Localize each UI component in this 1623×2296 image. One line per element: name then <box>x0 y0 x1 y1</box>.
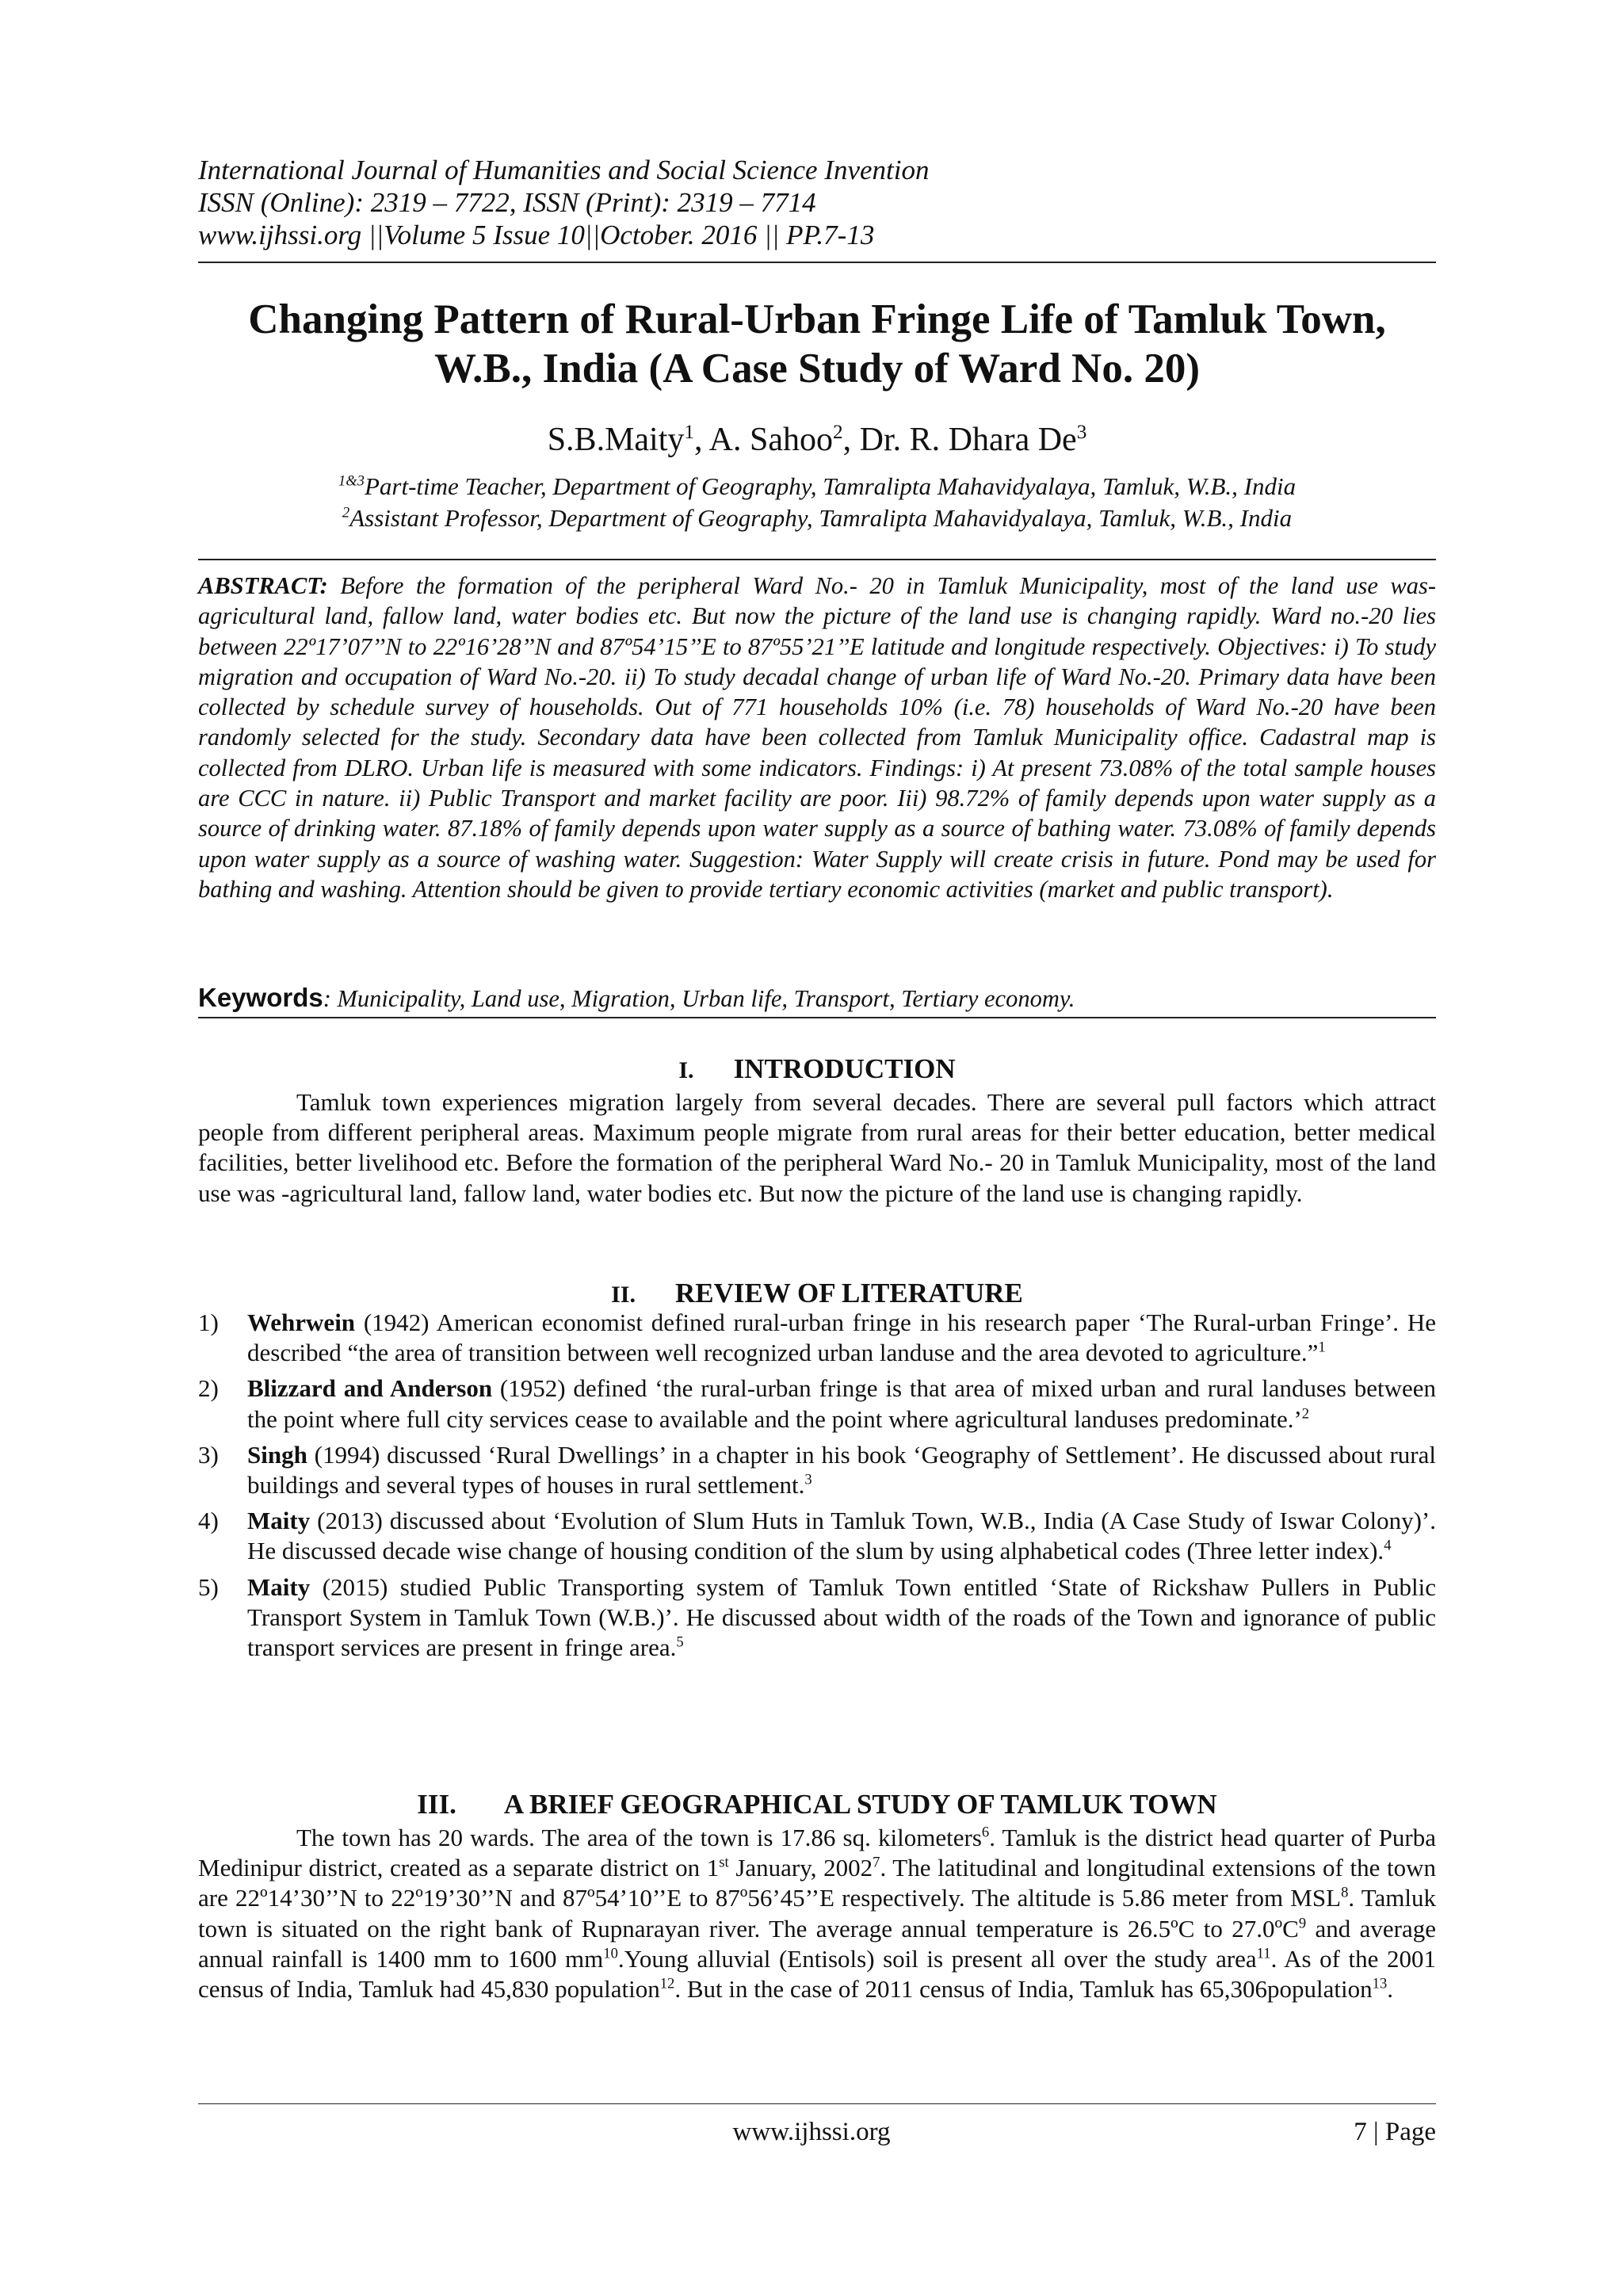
list-number: 1) <box>198 1308 219 1336</box>
keywords-colon: : <box>323 985 331 1012</box>
list-number: 4) <box>198 1507 219 1535</box>
paper-title <box>198 295 1436 393</box>
header-rule <box>198 262 1436 263</box>
geo-text: The town has 20 wards. The area of the town is 17.86 sq. kilometers <box>296 1824 982 1851</box>
journal-name: International Journal of Humanities and Social Science Invention <box>198 155 930 185</box>
affiliation-1 <box>198 472 1436 502</box>
citation-sup: 7 <box>873 1854 880 1871</box>
cited-author: Singh <box>247 1440 307 1469</box>
keywords-text: Municipality, Land use, Migration, Urban life, Transport, Tertiary economy. <box>330 985 1075 1012</box>
footer-rule <box>198 2103 1436 2104</box>
citation-sup: 13 <box>1372 1975 1388 1992</box>
list-text: (2013) discussed about ‘Evolution of Slum Huts in Tamluk Town, W.B., India (A Case Study of Iswar Colony)’. He discussed decade wise change of housing condition of the slum by using alphabetical codes (Three letter index). <box>247 1507 1436 1565</box>
section-heading-review <box>198 1277 1436 1312</box>
geo-text: . Tamluk town is situated on the right bank of Rupnarayan river. The average annual temperature is 26.5ºC to 27.0ºC <box>198 1884 1436 1943</box>
geo-text: .Young alluvial (Entisols) soil is present all over the study area <box>617 1944 1257 1973</box>
list-text: (1994) discussed ‘Rural Dwellings’ in a chapter in his book ‘Geography of Settlement’. He discussed about rural buildings and several types of houses in rural settlement. <box>247 1440 1436 1499</box>
list-item <box>198 1373 1436 1434</box>
title-line-1: Changing Pattern of Rural-Urban Fringe Life of Tamluk Town, <box>248 296 1386 342</box>
geo-text: . But in the case of 2011 census of India, Tamluk has 65,306population <box>674 1975 1373 2004</box>
citation-sup: 4 <box>1384 1538 1392 1555</box>
author-3: , Dr. R. Dhara De <box>842 422 1077 458</box>
list-number: 3) <box>198 1440 219 1469</box>
author-1: S.B.Maity <box>547 422 685 458</box>
geo-text: . Tamluk is the district head quarter of Purba Medinipur district, created as a separate district on 1 <box>198 1824 1436 1882</box>
affiliation-2 <box>198 503 1436 533</box>
geo-text: . <box>1387 1975 1393 2004</box>
geo-text: . As of the 2001 census of India, Tamluk had 45,830 population <box>198 1944 1436 2004</box>
section-number: I. <box>678 1057 694 1083</box>
citation-sup: 3 <box>804 1471 812 1488</box>
citation-sup: 8 <box>1341 1885 1349 1902</box>
abstract <box>198 571 1436 904</box>
keywords-label: Keywords <box>198 983 323 1012</box>
citation-sup: 5 <box>676 1633 684 1651</box>
citation-sup: 2 <box>1301 1405 1310 1423</box>
list-text: (1942) American economist defined rural-urban fringe in his research paper ‘The Rural-urban Fringe’. He described “the area of transition between well recognized urban landuse and the area devoted to agriculture.” <box>247 1308 1436 1367</box>
journal-issn: ISSN (Online): 2319 – 7722, ISSN (Print): 2319 – 7714 <box>198 187 816 218</box>
abstract-top-rule <box>198 559 1436 560</box>
geography-paragraph <box>198 1823 1436 2004</box>
abstract-text: Before the formation of the peripheral Ward No.- 20 in Tamluk Municipality, most of the land use was-agricultural land, fallow land, water bodies etc. But now the picture of the land use is changing rapidly. Ward no.-20 lies between 22º17’07’’N to 22º16’28’’N and 87º54’15’’E to 87º55’21’’E latitude and longitude respectively. Objectives: i) To study migration and occupation of Ward No.-20. ii) To study decadal change of urban life of Ward No.-20. Primary data have been collected by schedule survey of households. Out of 771 households 10% (i.e. 78) households of Ward No.-20 have been randomly selected for the study. Secondary data have been collected from Tamluk Municipality office. Cadastral map is collected from DLRO. Urban life is measured with some indicators. Findings: i) At present 73.08% of the total sample houses are CCC in nature. ii) Public Transport and market facility are poor. Iii) 98.72% of family depends upon water supply as a source of drinking water. 87.18% of family depends upon water supply as a source of bathing water. 73.08% of family depends upon water supply as a source of washing water. Suggestion: Water Supply will create crisis in future. Pond may be used for bathing and washing. Attention should be given to provide tertiary economic activities (market and public transport). <box>198 572 1437 903</box>
cited-author: Wehrwein <box>247 1308 356 1336</box>
footer-url: www.ijhssi.org <box>732 2118 891 2146</box>
author-1-sup: 1 <box>684 422 694 443</box>
list-number: 5) <box>198 1572 219 1601</box>
cited-author: Maity <box>247 1507 311 1535</box>
journal-header <box>198 154 1434 251</box>
abstract-label: ABSTRACT: <box>198 572 328 599</box>
affiliation-2-text: Assistant Professor, Department of Geography, Tamralipta Mahavidyalaya, Tamluk, W.B., India <box>349 504 1293 532</box>
author-3-sup: 3 <box>1076 422 1087 443</box>
cited-author: Blizzard and Anderson <box>247 1374 493 1403</box>
affiliation-1-sup: 1&3 <box>338 472 365 490</box>
list-item <box>198 1308 1436 1368</box>
author-list <box>198 420 1436 460</box>
list-item <box>198 1440 1436 1500</box>
citation-sup: 10 <box>603 1945 618 1962</box>
citation-sup: 11 <box>1256 1945 1271 1962</box>
list-number: 2) <box>198 1374 219 1403</box>
section-number: III. <box>417 1789 456 1820</box>
citation-sup: 12 <box>659 1975 675 1992</box>
citation-sup: 6 <box>981 1824 990 1841</box>
list-text: (1952) defined ‘the rural-urban fringe is that area of mixed urban and rural landuses between the point where full city services cease to available and the point where agricultural landuses predominate.’ <box>247 1374 1436 1433</box>
author-2: , A. Sahoo <box>694 422 834 458</box>
list-text: (2015) studied Public Transporting system of Tamluk Town entitled ‘State of Rickshaw Pullers in Public Transport System in Tamluk Town (W.B.)’. He discussed about width of the roads of the Town and ignorance of public transport services are present in fringe area. <box>247 1572 1436 1662</box>
list-item <box>198 1572 1436 1664</box>
list-item <box>198 1506 1436 1566</box>
title-line-2: W.B., India (A Case Study of Ward No. 20) <box>434 346 1200 392</box>
geo-text: January, 2002 <box>728 1854 873 1882</box>
introduction-paragraph: Tamluk town experiences migration largely from several decades. There are several pull factors which attract people from different peripheral areas. Maximum people migrate from rural areas for their better education, better medical facilities, better livelihood etc. Before the formation of the peripheral Ward No.- 20 in Tamluk Municipality, most of the land use was -agricultural land, fallow land, water bodies etc. But now the picture of the land use is changing rapidly. <box>198 1088 1436 1207</box>
section-title: REVIEW OF LITERATURE <box>674 1278 1023 1308</box>
geo-text: . The latitudinal and longitudinal extensions of the town are 22º14’30’’N to 22º19’30’’N and 87º54’10’’E to 87º56’45’’E respectively. The altitude is 5.86 meter from MSL <box>198 1854 1436 1912</box>
affiliation-1-text: Part-time Teacher, Department of Geography, Tamralipta Mahavidyalaya, Tamluk, W.B., India <box>364 472 1296 500</box>
literature-list <box>198 1308 1436 1668</box>
section-heading-introduction <box>198 1052 1436 1087</box>
citation-sup: 1 <box>1318 1339 1326 1356</box>
affiliation-2-sup: 2 <box>342 504 350 521</box>
citation-sup: 9 <box>1298 1915 1307 1932</box>
section-title: INTRODUCTION <box>733 1053 956 1084</box>
ordinal-sup: st <box>719 1854 729 1871</box>
abstract-bottom-rule <box>198 1017 1436 1018</box>
section-number: II. <box>611 1282 636 1308</box>
keywords <box>198 983 1436 1014</box>
cited-author: Maity <box>247 1572 311 1601</box>
author-2-sup: 2 <box>833 422 843 443</box>
page-number: 7 | Page <box>1354 2118 1436 2146</box>
section-heading-geography <box>198 1788 1436 1821</box>
section-title: A BRIEF GEOGRAPHICAL STUDY OF TAMLUK TOWN <box>503 1789 1217 1820</box>
geo-text: and average annual rainfall is 1400 mm to 1600 mm <box>198 1914 1436 1973</box>
journal-volume: www.ijhssi.org ||Volume 5 Issue 10||October. 2016 || PP.7-13 <box>198 220 875 250</box>
